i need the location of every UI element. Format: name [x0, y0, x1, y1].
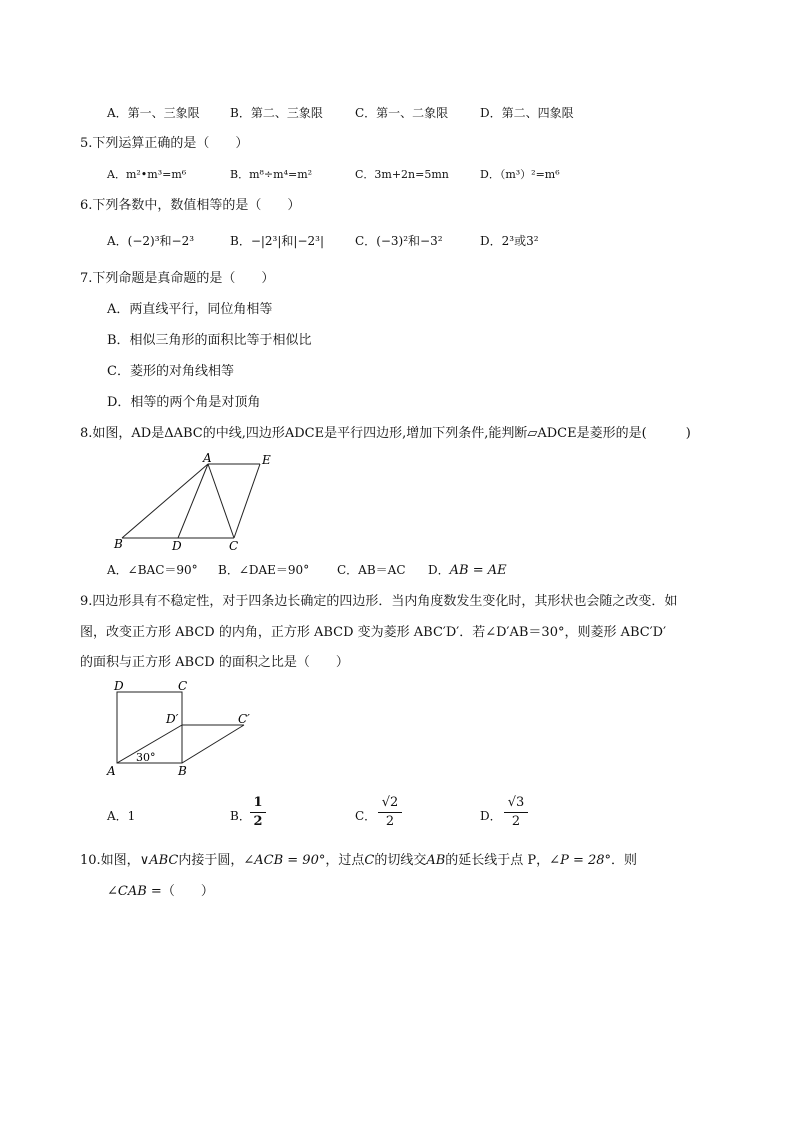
q8-stem: 8.如图，AD是ΔABC的中线,四边形ADCE是平行四边形,增加下列条件,能判断▱ADCE是菱形的是( ) [80, 426, 691, 441]
q6-option-c-expr: (−3)²和−3² [376, 234, 443, 248]
q6-option-b-expr: −|2³|和|−2³| [250, 234, 325, 248]
q6-stem: 6.下列各数中，数值相等的是（ ） [80, 198, 301, 213]
q9-option-d-num: √3 [507, 795, 525, 810]
q7-option-c: C．菱形的对角线相等 [107, 364, 234, 379]
q9-label-cprime: C′ [238, 712, 250, 726]
q4-option-c: C．第一、二象限 [355, 106, 449, 120]
q10-text-2: 内接于圆， [178, 853, 244, 868]
q10-segment-ab: AB [426, 853, 446, 868]
q10-stem-line2 [107, 883, 214, 901]
q9-option-b-fraction [250, 795, 266, 830]
q9-option-c-num: √2 [381, 795, 399, 810]
q9-option-d-fraction [504, 795, 528, 830]
q9-stem-line2: 图，改变正方形 ABCD 的内角，正方形 ABCD 变为菱形 ABC′D′．若∠D′AB＝30°，则菱形 ABC′D′ [80, 625, 667, 640]
q10-stem-line1 [80, 852, 637, 870]
q6-option-b [230, 232, 324, 250]
q6-option-d [480, 232, 539, 250]
q5-option-b: B．m⁸÷m⁴=m² [230, 168, 313, 181]
q9-option-b-den: 2 [253, 814, 263, 829]
q8-label-a: A [203, 451, 212, 465]
q10-text-1: 10.如图， [80, 853, 140, 868]
q4-option-a: A．第一、三象限 [107, 106, 200, 120]
q8-label-d: D [172, 539, 182, 552]
q9-option-b-label: B． [230, 809, 251, 823]
q4-option-b: B．第二、三象限 [230, 106, 323, 120]
q8-label-c: C [229, 539, 239, 552]
q6-option-b-label: B． [230, 234, 251, 248]
q8-label-e: E [262, 453, 271, 467]
q8-option-a: A．∠BAC＝90° [107, 563, 198, 577]
q10-angle-p: ∠P = 28° [549, 853, 612, 868]
q10-text-5: 的延长线于点 P， [445, 853, 550, 868]
q8-figure [110, 450, 280, 552]
q8-option-b: B．∠DAE＝90° [218, 563, 310, 577]
q9-angle-label: 30° [136, 751, 156, 764]
q9-option-c-label: C． [355, 809, 377, 823]
q9-label-d: D [114, 679, 124, 693]
q10-text-6: ．则 [611, 853, 638, 868]
q9-option-b-num: 1 [253, 795, 263, 810]
q6-option-a [107, 232, 194, 250]
q5-option-a: A．m²•m³=m⁶ [107, 168, 187, 181]
q7-option-a: A．两直线平行，同位角相等 [107, 302, 273, 317]
q6-option-c [355, 232, 443, 250]
q7-stem: 7.下列命题是真命题的是（ ） [80, 271, 275, 286]
q9-option-a: A．1 [107, 809, 136, 823]
q8-label-b: B [114, 537, 123, 551]
q6-option-a-label: A． [107, 234, 128, 248]
q9-option-c-fraction [378, 795, 402, 830]
q10-point-c: C [364, 853, 375, 868]
q8-option-d [428, 561, 507, 580]
q9-stem-line1: 9.四边形具有不稳定性，对于四条边长确定的四边形．当内角度数发生变化时，其形状也会随之改变．如 [80, 594, 678, 609]
q10-answer-blank: （ ） [161, 884, 214, 899]
q9-label-b: B [178, 764, 187, 778]
q10-text-3: ，过点 [325, 853, 365, 868]
q9-stem-line3: 的面积与正方形 ABCD 的面积之比是（ ） [80, 655, 349, 670]
q6-option-c-label: C． [355, 234, 377, 248]
q9-option-d-den: 2 [511, 814, 521, 829]
q9-figure [104, 678, 264, 778]
q7-option-d: D．相等的两个角是对顶角 [107, 395, 261, 410]
q10-angle-cab: ∠CAB = [107, 884, 162, 899]
q8-option-c: C．AB＝AC [337, 563, 406, 577]
q5-option-c: C．3m+2n=5mn [355, 168, 449, 181]
q6-option-d-expr: 2³或3² [501, 234, 539, 248]
q10-triangle: ∨ABC [139, 853, 179, 868]
q7-option-b: B．相似三角形的面积比等于相似比 [107, 333, 312, 348]
q5-option-d: D．（m³）²=m⁶ [480, 168, 560, 181]
q9-option-c-den: 2 [385, 814, 395, 829]
q10-text-4: 的切线交 [374, 853, 427, 868]
q5-stem: 5.下列运算正确的是（ ） [80, 136, 249, 151]
q8-option-d-label: D． [428, 563, 450, 577]
q8-option-d-expr: AB = AE [449, 563, 507, 578]
q9-label-a: A [107, 764, 116, 778]
q9-label-dprime: D′ [166, 712, 179, 726]
q6-option-d-label: D． [480, 234, 502, 248]
q6-option-a-expr: (−2)³和−2³ [127, 234, 195, 248]
q9-option-d-label: D． [480, 809, 502, 823]
q4-option-d: D．第二、四象限 [480, 106, 574, 120]
q9-label-c: C [178, 679, 188, 693]
q10-angle-acb: ∠ACB = 90° [243, 853, 326, 868]
